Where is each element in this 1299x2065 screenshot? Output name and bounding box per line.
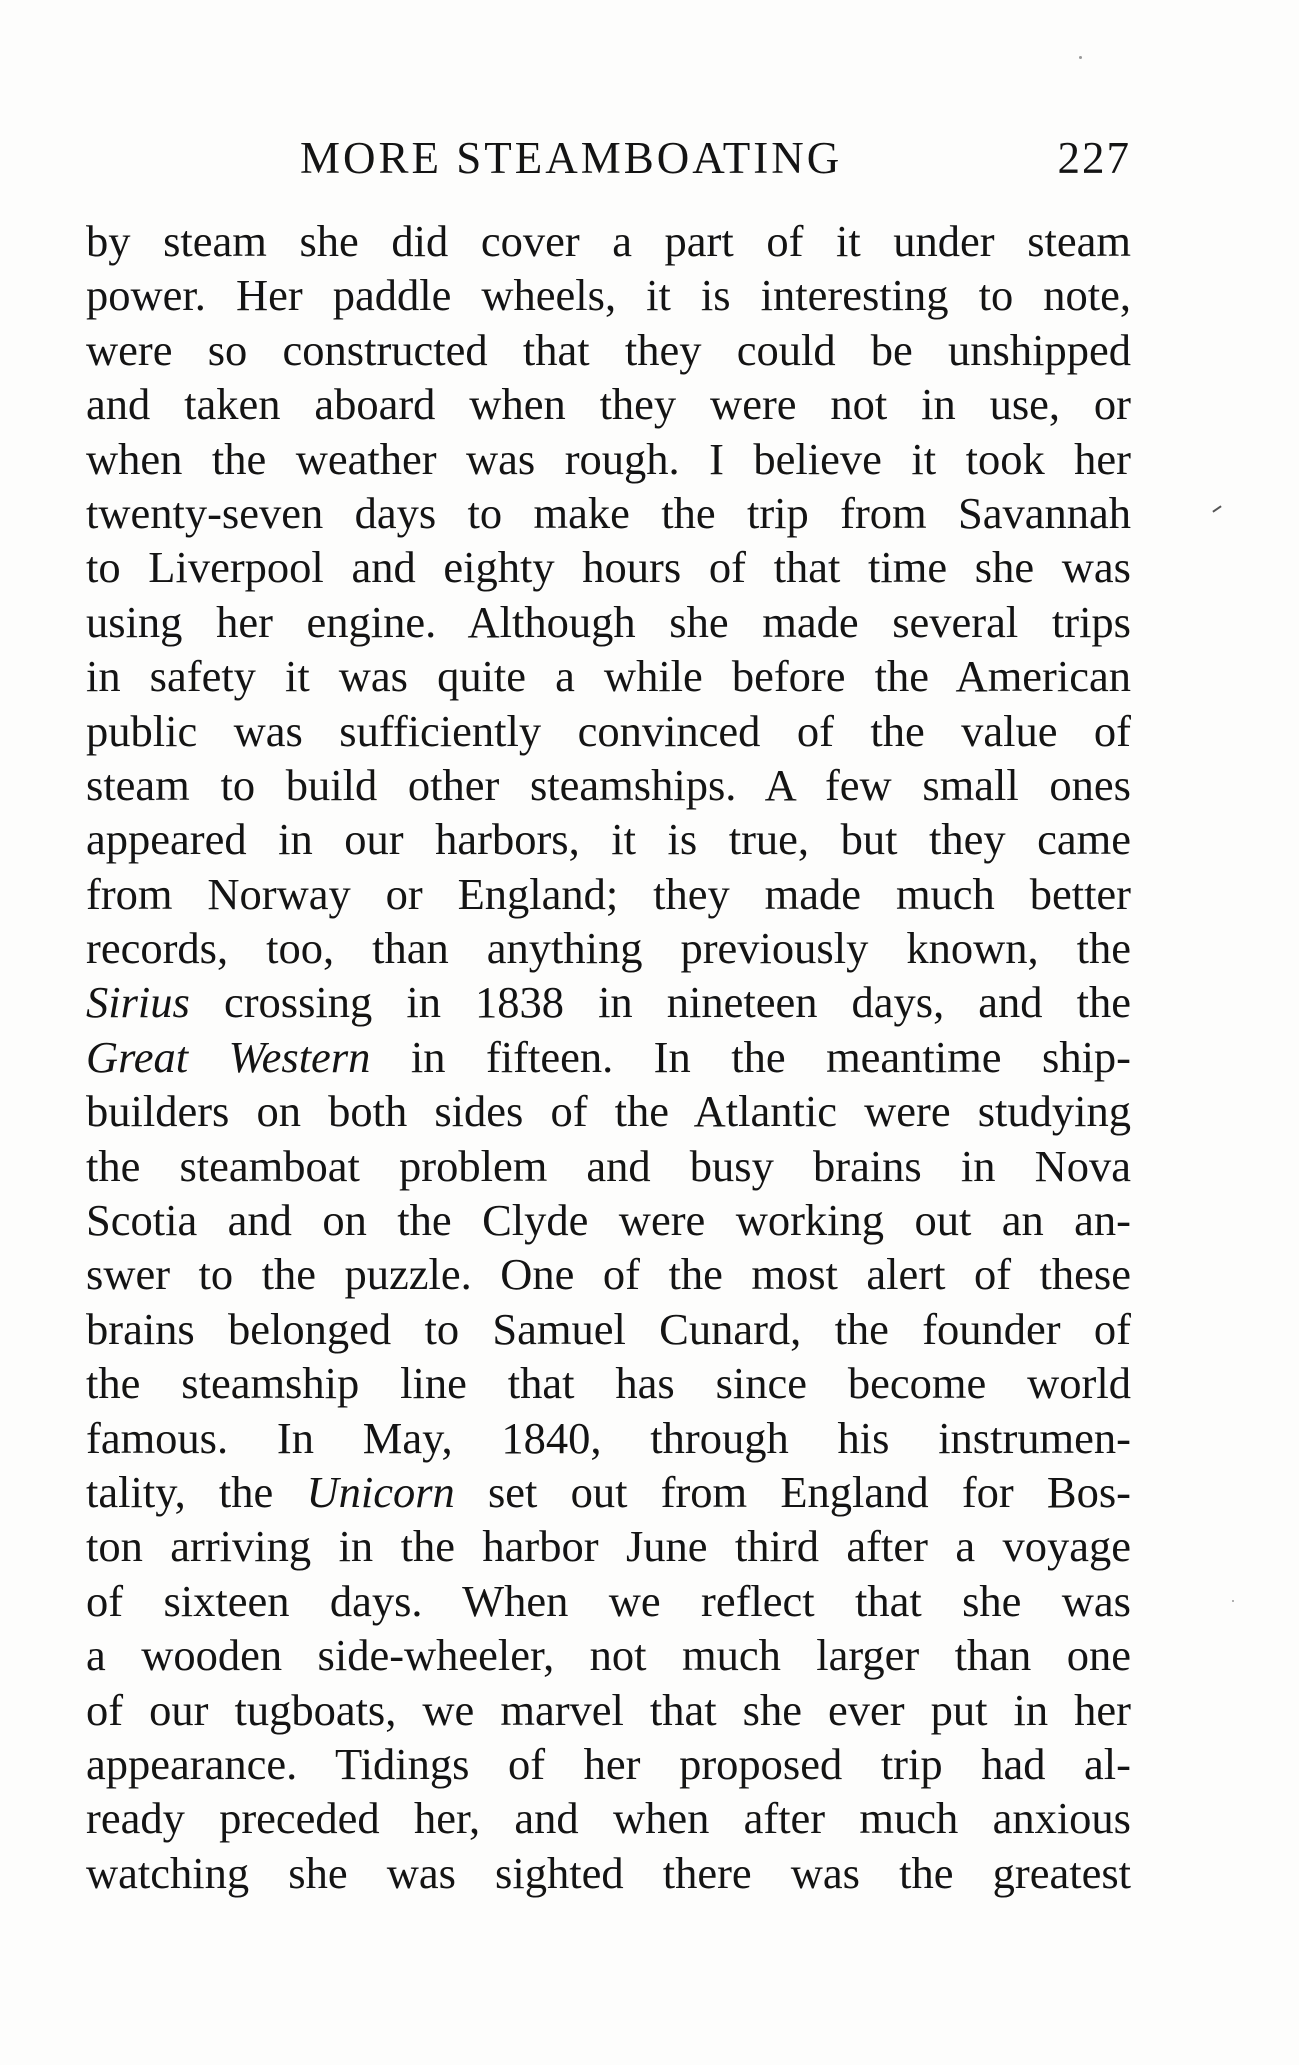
body-text <box>86 214 1131 1900</box>
text-line: builders on both sides of the Atlantic were studying <box>86 1086 1131 1137</box>
text-line: famous. In May, 1840, through his instrumen- <box>86 1412 1131 1463</box>
text-line: twenty-seven days to make the trip from Savannah <box>86 487 1131 538</box>
text-line: of our tugboats, we marvel that she ever put in her <box>86 1684 1131 1735</box>
text-line: public was sufficiently convinced of the value of <box>86 705 1131 756</box>
text-line: by steam she did cover a part of it under steam <box>86 216 1131 266</box>
ship-name-unicorn: Unicorn <box>306 1466 455 1517</box>
text-line: tality, the Unicorn set out from England for Bos- <box>86 1466 1131 1517</box>
running-head <box>86 128 1131 188</box>
text-line: power. Her paddle wheels, it is interesting to note, <box>86 270 1131 321</box>
text-line: using her engine. Although she made several trips <box>86 596 1131 647</box>
ship-name-great-western: Great Western <box>86 1031 371 1082</box>
text-line: Sirius crossing in 1838 in nineteen days, and the <box>86 977 1131 1028</box>
text-line: brains belonged to Samuel Cunard, the founder of <box>86 1303 1131 1354</box>
text-line: to Liverpool and eighty hours of that time she was <box>86 542 1131 593</box>
text-line: swer to the puzzle. One of the most alert of these <box>86 1249 1131 1300</box>
text-line: were so constructed that they could be unshipped <box>86 324 1131 375</box>
text-line: appearance. Tidings of her proposed trip had al- <box>86 1738 1131 1789</box>
paper-speck <box>1232 1600 1234 1602</box>
running-title: MORE STEAMBOATING <box>300 133 843 183</box>
text-line: appeared in our harbors, it is true, but they came <box>86 814 1131 865</box>
text-line: ready preceded her, and when after much anxious <box>86 1793 1131 1844</box>
text-line: the steamship line that has since become world <box>86 1358 1131 1409</box>
text-line: from Norway or England; they made much better <box>86 868 1131 919</box>
text-line: ton arriving in the harbor June third after a voyage <box>86 1521 1131 1572</box>
text-line: when the weather was rough. I believe it took her <box>86 433 1131 484</box>
text-line: Great Western in fifteen. In the meantime ship- <box>86 1031 1132 1082</box>
text-line: of sixteen days. When we reflect that she was <box>86 1575 1131 1626</box>
text-line: Scotia and on the Clyde were working out an an- <box>86 1195 1131 1246</box>
text-line: records, too, than anything previously known, the <box>86 923 1131 974</box>
text-line: watching she was sighted there was the greatest <box>86 1847 1131 1898</box>
ship-name-sirius: Sirius <box>86 977 190 1028</box>
page-number: 227 <box>1057 133 1131 183</box>
text-line: in safety it was quite a while before the American <box>86 651 1131 702</box>
text-line: and taken aboard when they were not in use, or <box>86 379 1131 430</box>
text-line: a wooden side-wheeler, not much larger than one <box>86 1630 1131 1681</box>
paper-speck <box>1079 56 1082 59</box>
margin-mark <box>1212 505 1221 512</box>
text-line: steam to build other steamships. A few small ones <box>86 759 1131 810</box>
text-line: the steamboat problem and busy brains in Nova <box>86 1140 1131 1191</box>
